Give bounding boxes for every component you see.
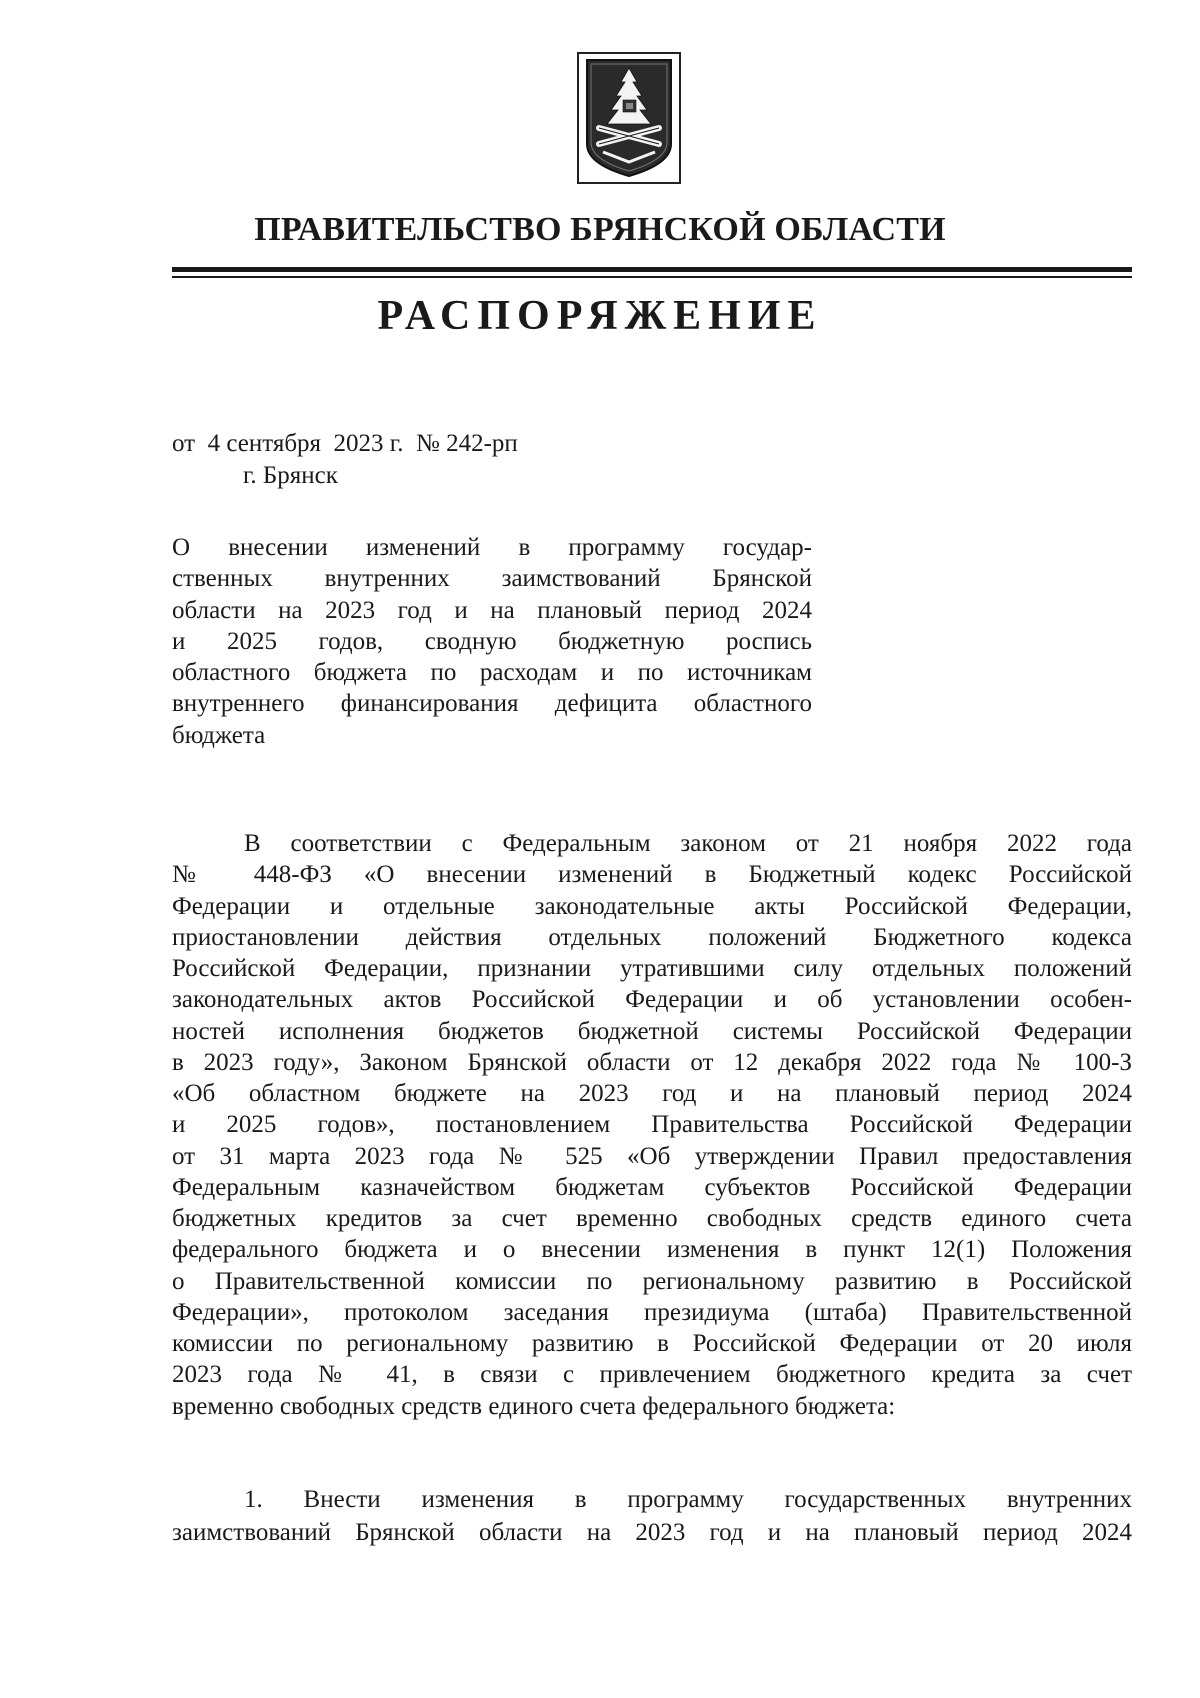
preamble-line: и 2025 годов», постановлением Правительства Российской Федерации: [172, 1111, 1132, 1139]
preamble-line: Федерации и отдельные законодательные акты Российской Федерации,: [172, 892, 1132, 920]
subject-line: областного бюджета по расходам и по источникам: [172, 659, 812, 687]
preamble-line: законодательных актов Российской Федерации и об установлении особен-: [172, 986, 1132, 1014]
subject-line: О внесении изменений в программу государ-: [172, 534, 812, 561]
preamble-line: Федеральным казначейством бюджетам субъектов Российской Федерации: [172, 1173, 1132, 1201]
coat-of-arms-icon: [577, 52, 681, 184]
preamble-line: приостановлении действия отдельных положений Бюджетного кодекса: [172, 923, 1132, 951]
subject-line: бюджета: [172, 721, 266, 749]
header-rule-thick: [172, 267, 1132, 272]
document-type-title: РАСПОРЯЖЕНИЕ: [377, 293, 823, 339]
preamble-line: федерального бюджета и о внесении изменения в пункт 12(1) Положения: [172, 1236, 1132, 1264]
preamble-line: бюджетных кредитов за счет временно свободных средств единого счета: [172, 1205, 1132, 1232]
preamble-line: Федерации», протоколом заседания президиума (штаба) Правительственной: [172, 1298, 1132, 1326]
subject-line: внутреннего финансирования дефицита областного: [172, 690, 812, 718]
preamble-line: 2023 года № 41, в связи с привлечением бюджетного кредита за счет: [172, 1361, 1132, 1389]
preamble-line: № 448-ФЗ «О внесении изменений в Бюджетный кодекс Российской: [172, 861, 1132, 889]
header-rule-thin: [172, 276, 1132, 278]
preamble-line: «Об областном бюджете на 2023 год и на плановый период 2024: [172, 1080, 1132, 1107]
document-subject: [172, 532, 812, 751]
preamble-line: временно свободных средств единого счета федерального бюджета:: [172, 1392, 896, 1420]
document-city: г. Брянск: [243, 462, 338, 489]
subject-line: области на 2023 год и на плановый период 2024: [172, 596, 812, 624]
preamble-line: в 2023 году», Законом Брянской области от 12 декабря 2022 года № 100-З: [172, 1048, 1132, 1076]
preamble-line: В соответствии с Федеральным законом от 21 ноября 2022 года: [244, 830, 1132, 857]
preamble-line: от 31 марта 2023 года № 525 «Об утверждении Правил предоставления: [172, 1142, 1132, 1170]
preamble-line: комиссии по региональному развитию в Российской Федерации от 20 июля: [172, 1330, 1132, 1357]
document-date-number: от 4 сентября 2023 г. № 242-рп: [172, 430, 518, 457]
subject-line: ственных внутренних заимствований Брянской: [172, 565, 812, 593]
preamble-line: о Правительственной комиссии по региональному развитию в Российской: [172, 1267, 1132, 1295]
clause-line: 1. Внести изменения в программу государственных внутренних: [244, 1486, 1132, 1513]
clause-1: [172, 1483, 1132, 1549]
subject-line: и 2025 годов, сводную бюджетную роспись: [172, 627, 812, 655]
organization-title: ПРАВИТЕЛЬСТВО БРЯНСКОЙ ОБЛАСТИ: [254, 211, 946, 248]
preamble-line: ностей исполнения бюджетов бюджетной системы Российской Федерации: [172, 1017, 1132, 1045]
preamble-line: Российской Федерации, признании утратившими силу отдельных положений: [172, 955, 1132, 982]
clause-line: заимствований Брянской области на 2023 год и на плановый период 2024: [172, 1519, 1132, 1546]
preamble-paragraph: [172, 828, 1132, 1422]
